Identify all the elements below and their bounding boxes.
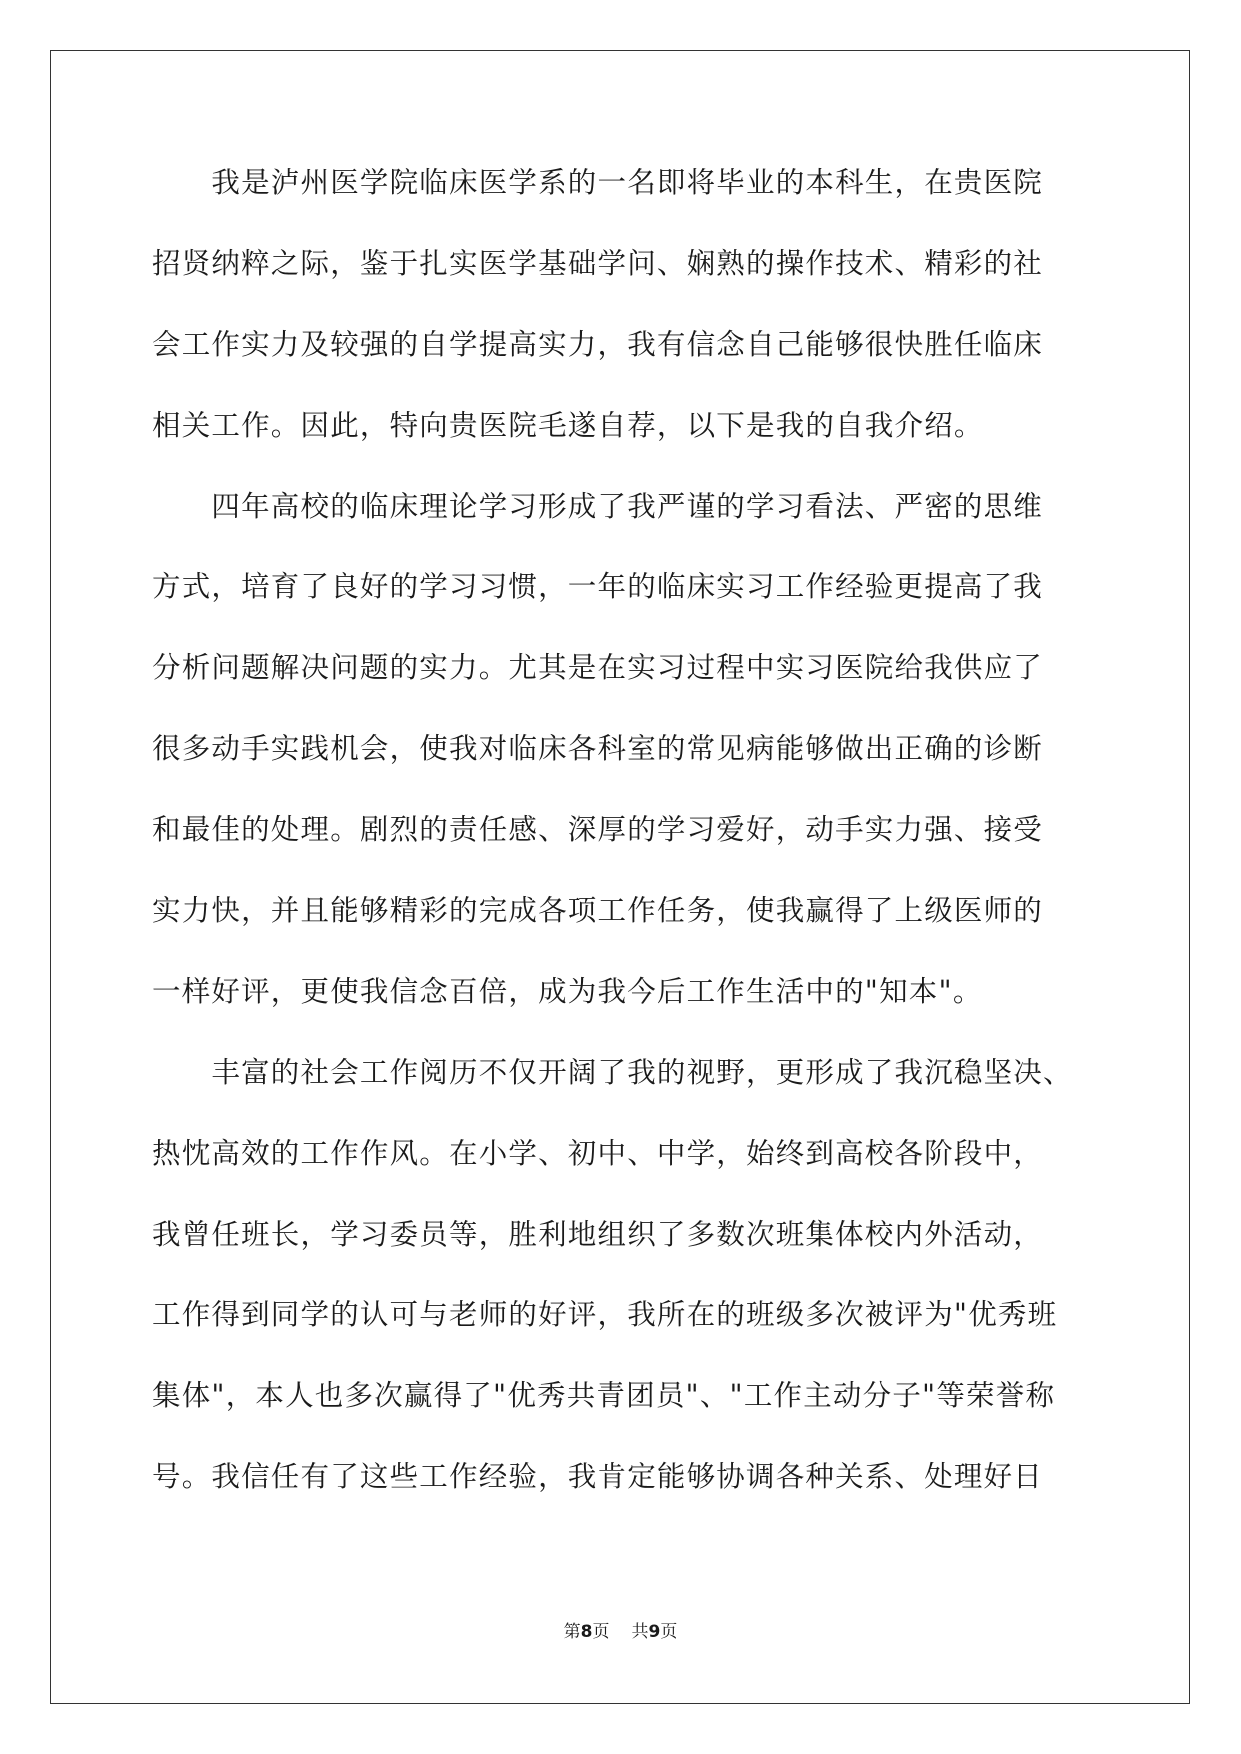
body-line: 一样好评，更使我信念百倍，成为我今后工作生活中的"知本"。 xyxy=(152,974,983,1008)
page-footer xyxy=(0,1617,1241,1642)
total-pages: 9 xyxy=(648,1622,661,1642)
body-line: 分析问题解决问题的实力。尤其是在实习过程中实习医院给我供应了 xyxy=(152,651,1044,685)
body-line: 四年高校的临床理论学习形成了我严谨的学习看法、严密的思维 xyxy=(152,489,1044,523)
body-line: 实力快，并且能够精彩的完成各项工作任务，使我赢得了上级医师的 xyxy=(152,894,1044,928)
total-label-prefix: 共 xyxy=(631,1622,649,1642)
body-line: 热忱高效的工作作风。在小学、初中、中学，始终到高校各阶段中， xyxy=(152,1136,1044,1170)
body-line: 我曾任班长，学习委员等，胜利地组织了多数次班集体校内外活动， xyxy=(152,1217,1044,1251)
body-line: 集体"，本人也多次赢得了"优秀共青团员"、"工作主动分子"等荣誉称 xyxy=(152,1379,1056,1413)
body-line: 工作得到同学的认可与老师的好评，我所在的班级多次被评为"优秀班 xyxy=(152,1298,1058,1332)
document-body xyxy=(152,163,1097,1538)
body-line: 相关工作。因此，特向贵医院毛遂自荐，以下是我的自我介绍。 xyxy=(152,408,984,442)
total-label-suffix: 页 xyxy=(660,1622,678,1642)
body-line: 招贤纳粹之际，鉴于扎实医学基础学问、娴熟的操作技术、精彩的社 xyxy=(152,246,1044,280)
page-label-suffix: 页 xyxy=(592,1622,610,1642)
page-label-prefix: 第 xyxy=(563,1622,581,1642)
body-line: 丰富的社会工作阅历不仅开阔了我的视野，更形成了我沉稳坚决、 xyxy=(152,1055,1073,1089)
body-line: 号。我信任有了这些工作经验，我肯定能够协调各种关系、处理好日 xyxy=(152,1460,1044,1494)
body-line: 很多动手实践机会，使我对临床各科室的常见病能够做出正确的诊断 xyxy=(152,732,1044,766)
body-line: 方式，培育了良好的学习习惯，一年的临床实习工作经验更提高了我 xyxy=(152,570,1044,604)
body-line: 我是泸州医学院临床医学系的一名即将毕业的本科生，在贵医院 xyxy=(152,166,1044,199)
body-line: 和最佳的处理。剧烈的责任感、深厚的学习爱好，动手实力强、接受 xyxy=(152,813,1044,847)
body-line: 会工作实力及较强的自学提高实力，我有信念自己能够很快胜任临床 xyxy=(152,327,1044,361)
page-number: 8 xyxy=(580,1622,593,1642)
